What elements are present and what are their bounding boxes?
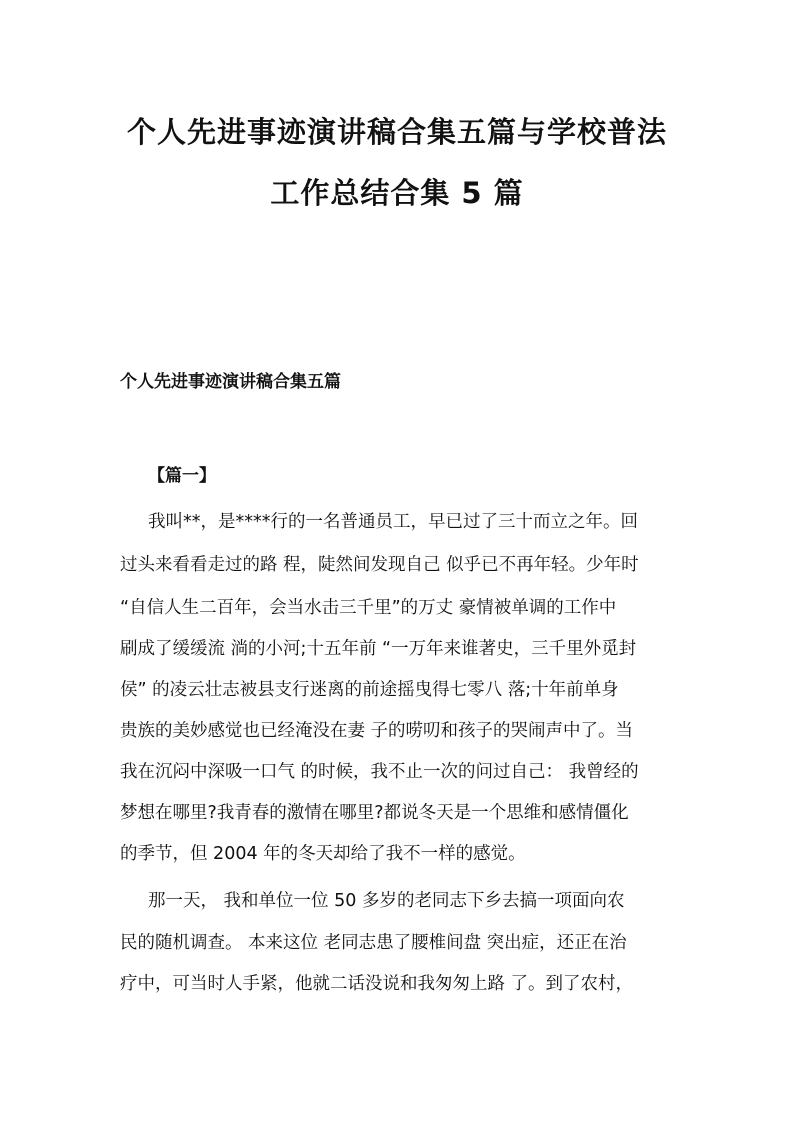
document-title-line-2: 工作总结合集 5 篇 [270, 176, 524, 210]
paragraph-1-line: 侯” 的凌云壮志被县支行迷离的前途摇曳得七零八 落;十年前单身 [120, 680, 619, 700]
paragraph-1-line: 过头来看看走过的路 程，陡然间发现自己 似乎已不再年轻。少年时 [120, 555, 639, 575]
paragraph-1-line: 刷成了缓缓流 淌的小河;十五年前 “一万年来谁著史，三千里外觅封 [120, 639, 637, 659]
paragraph-1-line: “自信人生二百年，会当水击三千里”的万丈 豪情被单调的工作中 [120, 598, 617, 618]
document-title-line-1: 个人先进事迹演讲稿合集五篇与学校普法 [126, 115, 667, 149]
section-heading: 个人先进事迹演讲稿合集五篇 [120, 372, 341, 392]
paragraph-2-line: 那一天， 我和单位一位 50 多岁的老同志下乡去搞一项面向农 [148, 891, 625, 911]
paragraph-2-line: 疗中，可当时人手紧，他就二话没说和我匆匆上路 了。到了农村， [120, 974, 634, 994]
paragraph-2-line: 民的随机调查。 本来这位 老同志患了腰椎间盘 突出症，还正在治 [120, 933, 627, 953]
paragraph-1-line: 的季节，但 2004 年的冬天却给了我不一样的感觉。 [120, 844, 526, 864]
paragraph-1-line: 贵族的美妙感觉也已经淹没在妻 子的唠叨和孩子的哭闹声中了。当 [120, 721, 634, 741]
paragraph-1-line: 我在沉闷中深吸一口气 的时候，我不止一次的问过自己： 我曾经的 [120, 762, 639, 782]
paragraph-1-line: 梦想在哪里?我青春的激情在哪里?都说冬天是一个思维和感情僵化 [120, 803, 629, 823]
part-heading: 【篇一】 [148, 466, 216, 486]
paragraph-1-line: 我叫**，是****行的一名普通员工，早已过了三十而立之年。回 [148, 512, 638, 532]
